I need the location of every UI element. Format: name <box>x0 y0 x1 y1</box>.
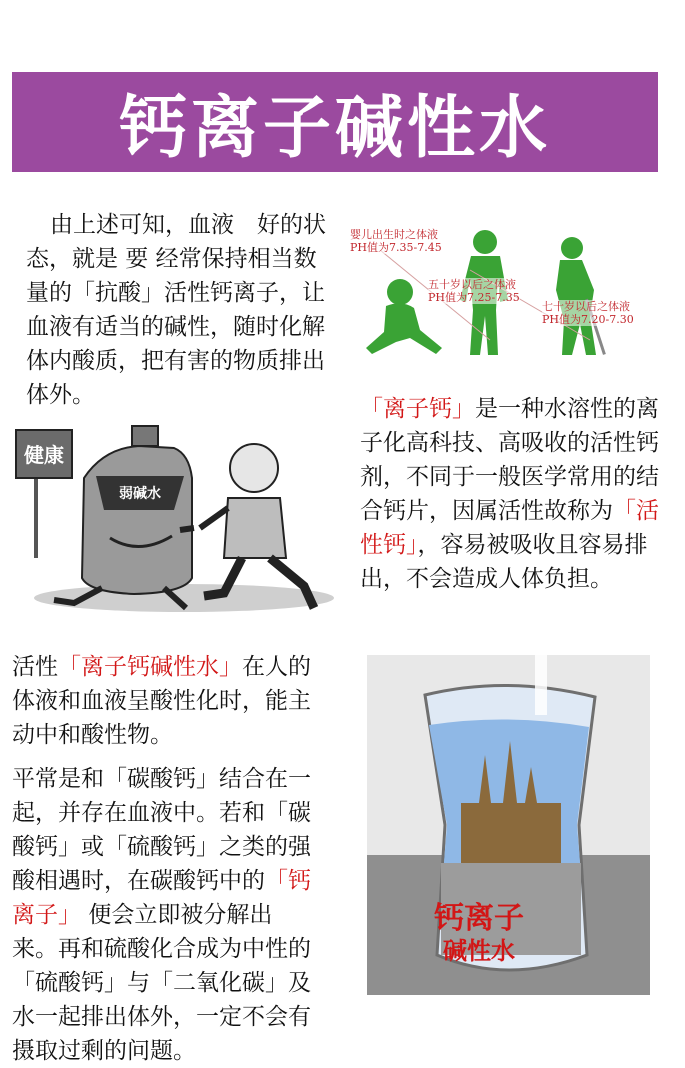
para4-text-b: 便会立即被分解出来。再和硫酸化合成为中性的「硫酸钙」与「二氧化碳」及水一起排出体外，一定不会有摄取过剩的问题。 <box>12 902 311 1064</box>
cartoon-illustration <box>14 418 339 618</box>
sign-text: 健康 <box>24 443 64 467</box>
term-active-calcium: 「活性钙」 <box>360 498 659 558</box>
para4-text-a: 平常是和「碳酸钙」结合在一起，并存在血液中。若和「碳酸钙」或「硫酸钙」之类的强酸相遇时，在碳酸钙中的 <box>12 766 311 894</box>
alkaline-water-paragraph <box>12 650 312 752</box>
para2-text-a: 是一种水溶性的离子化高科技、高吸收的活性钙剂，不同于一般医学常用的结合钙片，因属活性故称为 <box>360 396 659 524</box>
para2-text-b: ，容易被吸收且容易排出，不会造成人体负担。 <box>360 532 648 592</box>
fifty-ph-label <box>428 278 520 304</box>
water-glass-image <box>367 655 650 995</box>
baby-ph-label <box>350 228 442 254</box>
fifty-ph-title: 五十岁以后之体液 <box>428 278 516 291</box>
glass-title-line2: 碱性水 <box>443 937 515 965</box>
intro-paragraph: 由上述可知，血液 好的状态，就是 要 经常保持相当数量的「抗酸」活性钙离子，让血液有适当的碱性，随时化解体内酸质，把有害的物质排出体外。 <box>26 212 326 408</box>
seventy-ph-label <box>542 300 634 326</box>
fifty-ph-value: PH值为7.25-7.35 <box>428 291 520 304</box>
title-banner <box>12 72 658 172</box>
page-title: 钙离子碱性水 <box>118 88 551 168</box>
para3-text-b: 在人的体液和血液呈酸性化时，能主动中和酸性物。 <box>12 654 311 748</box>
cartoon-drawing <box>14 418 339 618</box>
baby-ph-title: 婴儿出生时之体液 <box>350 228 438 241</box>
term-calcium-ion: 「钙离子」 <box>12 868 311 928</box>
ion-calcium-paragraph <box>360 392 660 596</box>
glass-title-line1: 钙离子 <box>434 901 524 936</box>
seventy-ph-title: 七十岁以后之体液 <box>542 300 630 313</box>
para4-column <box>12 762 312 1068</box>
term-alkaline-water: 「离子钙碱性水」 <box>58 654 242 680</box>
term-ion-calcium: 「离子钙」 <box>360 396 475 422</box>
para3-text-a: 活性 <box>12 654 58 680</box>
ph-figure <box>350 220 670 365</box>
seventy-ph-value: PH值为7.20-7.30 <box>542 313 634 326</box>
bottle-label: 弱碱水 <box>119 486 161 502</box>
baby-ph-value: PH值为7.35-7.45 <box>350 241 442 254</box>
elder-silhouette <box>556 237 606 355</box>
